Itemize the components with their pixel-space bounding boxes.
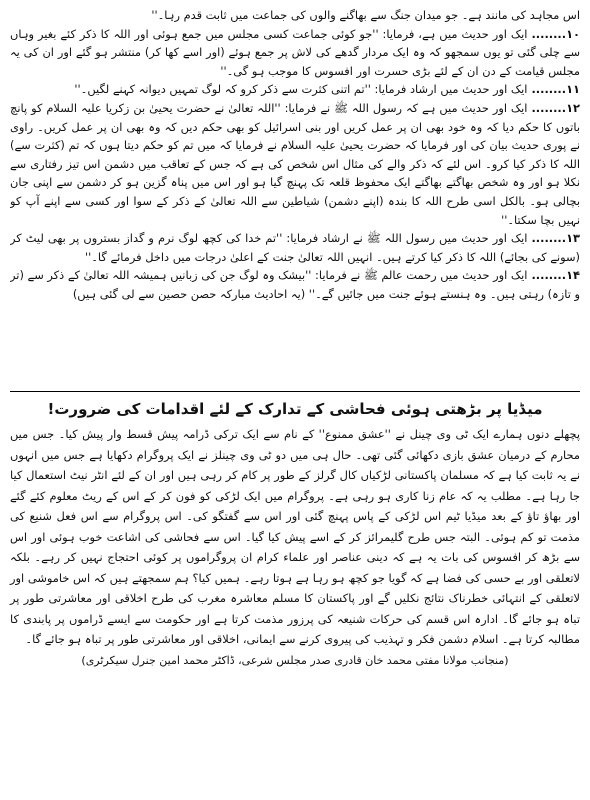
item-text: ایک اور حدیث میں رسول اللہ ﷺ نے ارشاد فرمایا: ''تم خدا کی کچھ لوگ نرم و گداز بستروں پر بھی لیٹ کر (سونے کی بجائے) اللہ کا ذکر کیا کرتے ہیں۔ انہیں اللہ تعالیٰ جنت کے اعلیٰ درجات میں داخل فرمائے گا۔''	[10, 231, 580, 264]
item-number: ۱۰........	[531, 26, 580, 41]
hadith-item-10	[10, 25, 580, 81]
item-text: ایک اور حدیث میں ہے کہ رسول اللہ ﷺ نے فرمایا: ''اللہ تعالیٰ نے حضرت یحییٰ بن زکریا علیہ السلام کو پانچ باتوں کا حکم دیا کہ وہ خود بھی ان پر عمل کریں اور بنی اسرائیل کو بھی حکم دیں کہ وہ بھی ان پر عمل کریں۔ راوی نے پوری حدیث بیان کی اور فرمایا کہ حضرت یحییٰ علیہ السلام نے فرمایا کہ میں تم کو حکم دیتا ہوں کہ تم (کثرت سے) اللہ کا ذکر کیا کرو۔ اس لئے کہ ذکر والے کی مثال اس شخص کی ہے کہ جس کے تعاقب میں دشمن اس تیز رفتاری سے نکلا ہو اور وہ شخص بھاگتے بھاگتے ایک محفوظ قلعہ تک پہنچ گیا ہو اور اس میں پناہ گزین ہو کر دشمن سے اپنی جان بچالی ہو۔ بالکل اسی طرح اللہ کا بندہ (اپنے دشمن) شیاطین سے اللہ تعالیٰ کے ذکر کے سوا اور کسی سے اپنے آپ کو نہیں بچا سکتا۔''	[10, 100, 580, 227]
editorial-body: پچھلے دنوں ہمارے ایک ٹی وی چینل نے ''عشق ممنوع'' کے نام سے ایک ترکی ڈرامہ پیش قسط وار پیش کیا۔ جس میں محارم کے درمیان عشق بازی دکھائی گئی تھی۔ حال ہی میں دو ٹی وی چینلز نے ایک پروگرام دکھایا ہے جس میں انہوں نے یہ ثابت کیا ہے کہ مسلمان پاکستانی لڑکیاں کال گرلز کے طور پر کام کر رہی ہیں اور ان کے لئے انٹر نیٹ استعمال کیا جا رہا ہے۔ مطلب یہ کہ عام زنا کاری ہو رہی ہے۔ پروگرام میں ایک لڑکی کو فون کر کے اس کے ریٹ معلوم کئے گئے اور بھاؤ تاؤ کے بعد میڈیا ٹیم اس لڑکی کے پاس پہنچ گئی اور اس سے گفتگو کی۔ اس پروگرام سے اس فعل شنیع کی مذمت تو کم ہوئی۔ البتہ جس طرح گلیمرائز کر کے اسے پیش کیا گیا۔ اس سے فحاشی کی اشاعت خوب ہوئی اور اس سے بڑھ کر افسوس کی بات یہ ہے کہ دینی عناصر اور علماء کرام ان پروگراموں پر کوئی احتجاج نہیں کر رہے۔ بلکہ لاتعلقی اور بے حسی کی فضا ہے کہ گویا جو کچھ ہو رہا ہے ہوتا رہے۔ ہمیں کیا؟ ہم سمجھتے ہیں کہ اس خاموشی اور لاتعلقی کے انتہائی خطرناک نتائج نکلیں گے اور پاکستان کا مسلم معاشرہ مغرب کی طرح اخلاقی اور معاشرتی طور پر تباہ ہو جائے گا۔ ادارہ اس قسم کی حرکات شنیعہ کی پرزور مذمت کرتا ہے اور حکومت سے ایسے ڈراموں پر پابندی کا مطالبہ کرتا ہے۔ اسلام دشمن فکر و تہذیب کی پیروی کرنے سے ایمانی، اخلاقی اور معاشرتی طور پر تباہ ہو جائے گا۔	[10, 427, 580, 646]
item-text: ایک اور حدیث میں ہے، فرمایا: ''جو کوئی جماعت کسی مجلس میں جمع ہوئی اور اللہ کا ذکر کئے بغیر وہاں سے چلی گئی تو یوں سمجھو کہ وہ ایک مردار گدھے کی لاش پر جمع ہوئے (اور اسے کھا کر) منتشر ہو گئے اور ان کی یہ مجلس قیامت کے دن ان کے لئے بڑی حسرت اور افسوس کا موجب ہو گی۔''	[10, 26, 580, 78]
section-divider	[10, 391, 580, 392]
hadith-section	[10, 6, 580, 388]
hadith-continuation: اس مجاہد کی مانند ہے۔ جو میدان جنگ سے بھاگنے والوں کی جماعت میں ثابت قدم رہا۔''	[151, 8, 580, 22]
item-number: ۱۴........	[531, 268, 580, 283]
item-text: ایک اور حدیث میں ارشاد فرمایا: ''تم اتنی کثرت سے ذکر کرو کہ لوگ تمہیں دیوانہ کہنے لگیں۔''	[74, 82, 528, 97]
editorial-heading: میڈیا پر بڑھتی ہوئی فحاشی کے تدارک کے لئے اقدامات کی ضرورت!	[47, 400, 543, 418]
hadith-item-11	[10, 80, 580, 99]
hadith-item-12	[10, 99, 580, 229]
hadith-item-14	[10, 266, 580, 303]
item-number: ۱۱........	[531, 82, 580, 97]
hadith-item-13	[10, 229, 580, 266]
item-number: ۱۳........	[531, 231, 580, 246]
item-number: ۱۲........	[531, 100, 580, 115]
item-text: ایک اور حدیث میں رحمت عالم ﷺ نے فرمایا: ''بیشک وہ لوگ جن کی زبانیں ہمیشہ اللہ تعالیٰ کے ذکر سے (تر و تازہ) رہتی ہیں۔ وہ ہنستے ہوئے جنت میں جائیں گے۔'' (یہ احادیث مبارکہ حصن حصین سے لی گئی ہیں)	[10, 268, 580, 301]
editorial-section	[10, 398, 580, 670]
signature: (منجانب مولانا مفتی محمد خان قادری صدر مجلس شرعی، ڈاکٹر محمد امین جنرل سیکرٹری)	[81, 653, 509, 667]
